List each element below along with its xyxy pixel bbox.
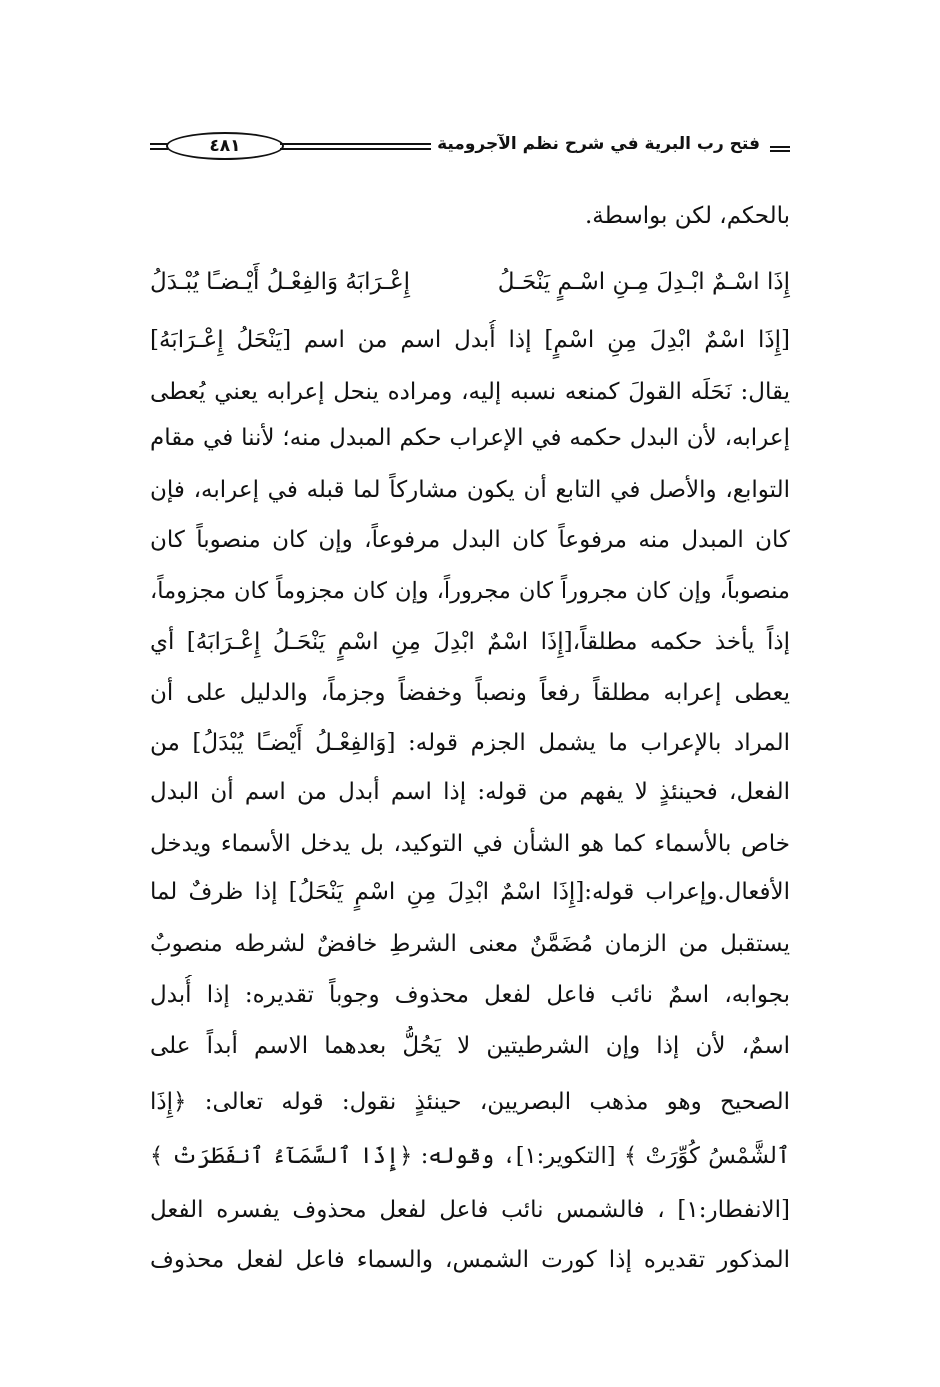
text-line-10: المراد بالإعراب ما يشمل الجزم قوله: [وَالفِعْـلُ أَيْضـًا يُبْدَلُ] من — [150, 730, 790, 756]
verse-first-hemistich: إِذَا اسْـمٌ ابْـدِلَ مِـنِ اسْـمٍ يَنْحَـلُ — [497, 269, 790, 295]
text-line-15: بجوابه، اسمٌ نائب فاعل لفعل محذوف وجوباً تقديره: إذا أُبدل — [150, 982, 790, 1008]
text-line-9: يعطى إعرابه مطلقاً رفعاً ونصباً وخفضاً وجزماً، والدليل على أن — [150, 680, 790, 706]
text-line-2: [إِذَا اسْمٌ ابْدِلَ مِنِ اسْمٍ] إذا أُبدل اسم من اسم [يَنْحَلُ إِعْـرَابَهُ] — [150, 327, 790, 353]
book-title: فتح رب البرية في شرح نظم الآجرومية — [431, 134, 766, 154]
header-dash — [770, 146, 790, 152]
verse-second-hemistich: إِعْـرَابَهُ وَالفِعْـلُ أَيْـضـًا يُبْـدَلُ — [150, 269, 411, 295]
text-line-20: المذكور تقديره إذا كورت الشمس، والسماء فاعل لفعل محذوف — [150, 1247, 790, 1273]
text-line-13: الأفعال.وإعراب قوله:[إِذَا اسْمٌ ابْدِلَ مِنِ اسْمٍ يَنْحَلُ] إذا ظرفٌ لما — [150, 879, 790, 905]
running-header — [150, 128, 790, 168]
text-line-19: [الانفطار:١] ، فالشمس نائب فاعل لفعل محذوف يفسره الفعل — [150, 1197, 790, 1223]
text-line-1: بالحكم، لكن بواسطة. — [585, 203, 790, 229]
page-number: ٤٨١ — [209, 136, 241, 156]
text-line-18: ٱلشَّمْسُ كُوِّرَتْ ﴾ [التكوير:١]، وقوله: ﴿إِذَا ٱلسَّمَآءُ ٱنفَطَرَتْ ﴾ — [150, 1143, 790, 1169]
text-line-17: الصحيح وهو مذهب البصريين، حينئذٍ نقول: قوله تعالى: ﴿إِذَا — [150, 1089, 790, 1115]
text-line-6: كان المبدل منه مرفوعاً كان البدل مرفوعاً، وإن كان منصوباً كان — [150, 527, 790, 553]
text-line-5: التوابع، والأصل في التابع أن يكون مشاركاً لما قبله في إعرابه، فإن — [150, 477, 790, 503]
text-line-4: إعرابه، لأن البدل حكمه في الإعراب حكم المبدل منه؛ لأننا في مقام — [150, 425, 790, 451]
text-line-11: الفعل، فحينئذٍ لا يفهم من قوله: إذا اسم أبدل من اسم أن البدل — [150, 779, 790, 805]
page-number-oval — [166, 132, 284, 160]
text-line-16: اسمٌ، لأن إذا وإن الشرطيتين لا يَحُلُّ بعدهما الاسم أبداً على — [150, 1033, 790, 1059]
text-line-12: خاص بالأسماء كما هو الشأن في التوكيد، بل يدخل الأسماء ويدخل — [150, 831, 790, 857]
text-line-7: منصوباً، وإن كان مجروراً كان مجروراً، وإن كان مجزوماً كان مجزوماً، — [150, 578, 790, 604]
text-line-8: إذاً يأخذ حكمه مطلقاً،[إِذَا اسْمٌ ابْدِلَ مِنِ اسْمٍ يَنْحَـلُ إِعْـرَابَهُ] أي — [150, 629, 790, 655]
text-line-3: يقال: نَحَلَه القولَ كمنعه نسبه إليه، ومراده ينحل إعرابه يعني يُعطى — [150, 379, 790, 405]
text-line-14: يستقبل من الزمان مُضَمَّنٌ معنى الشرطِ خافضٌ لشرطه منصوبٌ — [150, 931, 790, 957]
